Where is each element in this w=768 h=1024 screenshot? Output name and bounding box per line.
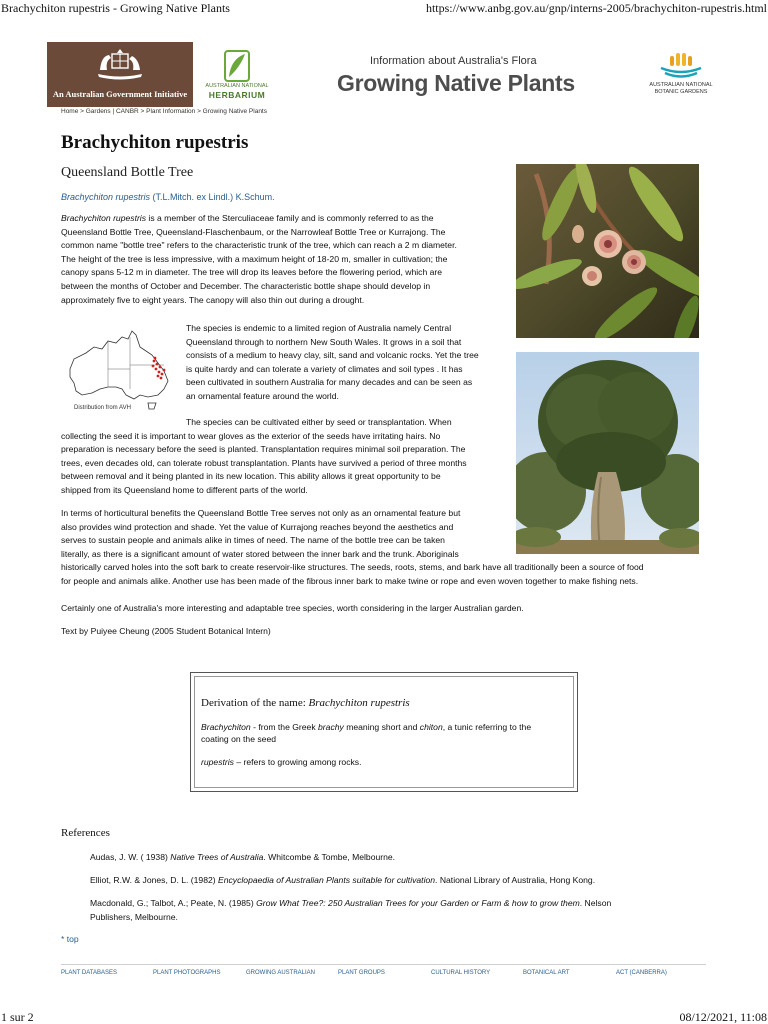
reference-item: Audas, J. W. ( 1938) Native Trees of Australia. Whitcombe & Tombe, Melbourne. — [90, 852, 396, 862]
paragraph-line: collecting the seed it is important to wear gloves as the exterior of the seeds have irritating hairs. No — [61, 430, 441, 441]
distribution-map[interactable] — [64, 325, 180, 415]
intro-paragraph — [61, 212, 457, 307]
banner-title[interactable]: Growing Native Plants — [337, 70, 575, 96]
cultivation-paragraph — [61, 416, 467, 498]
paragraph-line: In terms of horticultural benefits the Queensland Bottle Tree serves not only as an ornamental feature but — [61, 508, 461, 518]
references-heading: References — [61, 827, 110, 839]
paragraph-line: canopy spans 5-12 m in diameter. The tree will drop its leaves before the flowering period, which are — [61, 267, 443, 278]
page-title: Brachychiton rupestris — [61, 132, 249, 153]
scientific-name-authority: (T.L.Mitch. ex Lindl.) K.Schum. — [150, 192, 275, 202]
paragraph-line: is quite hardy and can tolerate a variety of climates and soil types . It has — [186, 363, 463, 374]
paragraph-line: approximately five to eight years. The canopy will also thin out during a drought. — [61, 294, 365, 305]
anbg-line2: BOTANIC GARDENS — [654, 89, 708, 95]
paragraph-line: between removal and it being planted in its new location. This ability allows it great opportunity to be — [61, 471, 441, 482]
herbarium-leaf-icon — [224, 50, 250, 82]
paragraph-line: for people and animals alike. Another use has been made of the fibrous inner bark to make twine or rope and even woven together to make fishing nets. — [61, 575, 639, 586]
reference-item: Macdonald, G.; Talbot, A.; Peate, N. (1985) Grow What Tree?: 250 Australian Trees for your Garden or Farm & how to grow them. Nelson Publishers, Melbourne. — [90, 898, 612, 922]
name-derivation-box — [190, 672, 578, 792]
paragraph-line: Brachychiton rupestris is a member of the Sterculiaceae family and is commonly referred to as the — [61, 213, 434, 223]
derivation-title: Derivation of the name: Brachychiton rupestris — [201, 697, 410, 709]
paragraph-line: common name "bottle tree" refers to the characteristic trunk of the tree, which can reach a 2 m diameter. — [61, 240, 457, 251]
herbarium-line2: HERBARIUM — [208, 90, 266, 100]
banner-subtitle: Information about Australia's Flora — [370, 55, 537, 67]
gov-logo-text: An Australian Government Initiative — [52, 89, 188, 99]
paragraph-line: consists of a medium to heavy clay, silt, sand and volcanic rocks. Yet the tree — [186, 350, 479, 361]
paragraph-line: also provides wind protection and shade. Yet the value of Kurrajong reaches beyond the aesthetics and — [61, 521, 454, 532]
distribution-paragraph — [186, 322, 479, 404]
footer-link-botanical-art[interactable]: BOTANICAL ART — [523, 970, 570, 976]
paragraph-line: The species can be cultivated either by seed or transplantation. When — [186, 417, 452, 427]
paragraph-line: historically carved holes into the soft bark to create reservoir-like structures. The seeds, roots, stems, and bark have all traditionally been a source of food — [61, 562, 644, 573]
common-name: Queensland Bottle Tree — [61, 165, 194, 180]
print-header-title: Brachychiton rupestris - Growing Native Plants — [1, 1, 230, 15]
scientific-name[interactable] — [61, 192, 275, 202]
paragraph-line: been cultivated in southern Australia for many decades and can be seen as — [186, 377, 473, 388]
conclusion-paragraph: Certainly one of Australia's more interesting and adaptable tree species, worth considering in the larger Australian garden. — [61, 603, 524, 613]
print-header-url: https://www.anbg.gov.au/gnp/interns-2005/brachychiton-rupestris.html — [425, 1, 767, 15]
herbarium-logo[interactable] — [198, 50, 276, 105]
footer-link-plant-photographs[interactable]: PLANT PHOTOGRAPHS — [153, 970, 221, 976]
bottle-tree-photo[interactable] — [516, 352, 699, 554]
print-datetime: 08/12/2021, 11:08 — [679, 1010, 767, 1024]
footer-link-plant-groups[interactable]: PLANT GROUPS — [338, 970, 385, 976]
paragraph-line: preparation is necessary before the seed is planted. Transplantation requires minimal soil preparation. The — [61, 444, 466, 455]
footer-link-cultural-history[interactable]: CULTURAL HISTORY — [431, 970, 491, 976]
paragraph-line: Queensland through to northern New South Wales. It grows in a soil that — [186, 336, 462, 347]
footer-nav — [61, 970, 706, 980]
anbg-logo[interactable] — [640, 52, 722, 102]
genus-derivation-cont: coating on the seed — [201, 734, 277, 744]
breadcrumb[interactable]: Home > Gardens | CANBR > Plant Information > Growing Native Plants — [61, 108, 267, 115]
paragraph-line: Queensland Bottle Tree, Queensland-Flaschenbaum, or the Narrowleaf Bottle Tree or Kurrajong. The — [61, 226, 446, 237]
footer-divider — [61, 964, 706, 965]
flower-photo[interactable] — [516, 164, 699, 338]
reference-item: Elliot, R.W. & Jones, D. L. (1982) Encyclopaedia of Australian Plants suitable for cultivation. National Library of Australia, Hong Kong. — [90, 875, 596, 885]
anbg-line1: AUSTRALIAN NATIONAL — [649, 82, 713, 88]
footer-link-act-canberra[interactable]: ACT (CANBERRA) — [616, 970, 667, 976]
footer-link-growing-australian[interactable]: GROWING AUSTRALIAN — [246, 970, 316, 976]
print-header — [0, 0, 768, 16]
author-credit: Text by Puiyee Cheung (2005 Student Botanical Intern) — [61, 626, 271, 636]
footer-link-plant-databases[interactable]: PLANT DATABASES — [61, 970, 118, 976]
paragraph-line: serves to sustain people and animals alike in times of need. The name of the bottle tree can be taken — [61, 535, 445, 546]
paragraph-line: an ornamental feature around the world. — [186, 390, 339, 401]
coat-of-arms-icon — [95, 46, 145, 84]
gov-logo[interactable] — [47, 42, 193, 107]
species-derivation: rupestris – refers to growing among rocks. — [201, 757, 362, 767]
species-name-italic: Brachychiton rupestris — [61, 213, 147, 223]
herbarium-line1: AUSTRALIAN NATIONAL — [205, 83, 269, 89]
paragraph-line: The height of the tree is less impressive, with a maximum height of 18-20 m, smaller in cultivation; the — [61, 253, 448, 264]
paragraph-line: trees, even decades old, can tolerate robust transplantation. Plants have survived a period of three months — [61, 457, 467, 468]
banksia-flower-icon — [659, 52, 703, 80]
genus-derivation: Brachychiton - from the Greek brachy meaning short and chiton, a tunic referring to the — [201, 722, 532, 732]
paragraph-line: literally, as there is a significant amount of water stored between the inner bark and the trunk. Aboriginals — [61, 548, 459, 559]
paragraph-line: The species is endemic to a limited region of Australia namely Central — [186, 323, 452, 333]
paragraph-line: shipped from its Queensland home to different parts of the world. — [61, 484, 308, 495]
back-to-top-link[interactable]: * top — [61, 934, 79, 944]
print-page-number: 1 sur 2 — [1, 1010, 34, 1024]
scientific-name-binomial: Brachychiton rupestris — [61, 192, 151, 202]
distribution-caption: Distribution from AVH — [74, 405, 131, 411]
paragraph-line: between the months of October and December. The characteristic bottle shape should develop in — [61, 280, 431, 291]
